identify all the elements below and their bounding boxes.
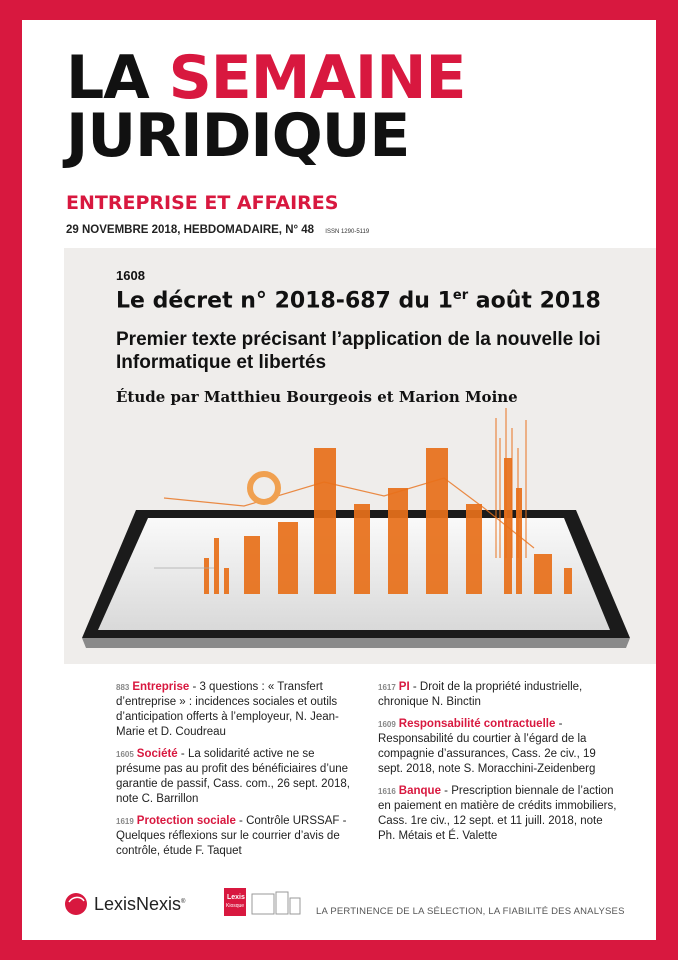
issn: ISSN 1290-5119	[325, 229, 370, 235]
feature-subtitle: Premier texte précisant l’application de la nouvelle loi Informatique et libertés	[116, 329, 601, 373]
masthead-juridique: JURIDIQUE	[66, 101, 410, 171]
lexis-kiosque-badge[interactable]	[224, 888, 304, 924]
toc-text: - Prescription biennale de l’action en paiement en matière de crédits immobiliers, Cass. 1re civ., 12 sept. et 11 juill. 2018, note Ph. Métais et É. Valette	[378, 785, 617, 842]
toc-heading: Banque	[398, 785, 441, 797]
magazine-cover	[22, 20, 656, 940]
lexisnexis-logo[interactable]	[64, 892, 185, 916]
toc-number: 1609	[378, 720, 396, 729]
masthead-title-line1	[66, 43, 466, 113]
bar	[466, 504, 482, 594]
bar	[354, 504, 370, 594]
bar	[516, 488, 522, 594]
feature-title	[116, 288, 601, 313]
feature-author: Étude par Matthieu Bourgeois et Marion Moine	[116, 388, 518, 406]
tablet-chart-illustration	[64, 408, 656, 664]
bar	[224, 568, 229, 594]
feature-title-sup: er	[452, 288, 469, 303]
footer-tagline: LA PERTINENCE DE LA SÉLECTION, LA FIABILITÉ DES ANALYSES	[316, 906, 625, 917]
toc-item[interactable]	[116, 747, 356, 807]
lexisnexis-globe-icon	[64, 892, 88, 916]
toc-text: - 3 questions : « Transfert d’entreprise » : incidences sociales et outils d’anticipation offerts à l’employeur, N. Jean-Marie et D. Coudreau	[116, 681, 339, 738]
toc-heading: Société	[136, 748, 178, 760]
toc-number: 1605	[116, 750, 134, 759]
phone-device-icon	[276, 892, 288, 914]
feature-number: 1608	[116, 268, 145, 283]
tablet-device-icon	[252, 894, 274, 914]
bar	[204, 558, 209, 594]
toc-number: 1619	[116, 817, 134, 826]
bar	[426, 448, 448, 594]
bar	[244, 536, 260, 594]
toc-number: 883	[116, 683, 130, 692]
toc-item[interactable]	[378, 680, 618, 710]
toc-text: - Responsabilité du courtier à l’égard de la compagnie d’assurances, Cass. 2e civ., 19 sept. 2018, note S. Moracchini-Zeidenberg	[378, 718, 596, 775]
brand-text: LexisNexis	[94, 893, 182, 914]
toc-right-column	[378, 680, 618, 851]
toc-item[interactable]	[378, 717, 618, 777]
toc-number: 1617	[378, 683, 396, 692]
donut-chart	[250, 474, 278, 502]
bar	[278, 522, 298, 594]
issue-date: 29 NOVEMBRE 2018, HEBDOMADAIRE, N° 48	[66, 224, 315, 236]
toc-text: - Droit de la propriété industrielle, chronique N. Binctin	[378, 681, 583, 708]
feature-title-a: Le décret n° 2018-687 du 1	[116, 288, 453, 314]
toc-text: - Contrôle URSSAF - Quelques réflexions sur le courrier d’avis de contrôle, étude F. Taquet	[116, 815, 347, 857]
masthead-la: LA	[66, 43, 149, 113]
feature-title-b: août 2018	[468, 288, 601, 314]
toc-heading: Entreprise	[132, 681, 190, 693]
masthead-semaine: SEMAINE	[168, 43, 466, 113]
kiosque-red-box	[224, 888, 246, 916]
feature-panel[interactable]	[64, 248, 656, 664]
bar	[314, 448, 336, 594]
toc-item[interactable]	[378, 784, 618, 844]
bar	[534, 554, 552, 594]
toc-left-column	[116, 680, 356, 866]
toc-item[interactable]	[116, 680, 356, 740]
brand-mark: ®	[181, 898, 186, 905]
toc-text: - La solidarité active ne se présume pas au profit des bénéficiaires d’une garantie de passif, Cass. com., 26 sept. 2018, note C. Barrillon	[116, 748, 350, 805]
brand-name	[94, 894, 185, 915]
kiosque-label-2: Kiosque	[226, 903, 245, 909]
bar	[388, 488, 408, 594]
bar	[564, 568, 572, 594]
toc-heading: Protection sociale	[136, 815, 236, 827]
kiosque-label-1: Lexis	[227, 894, 245, 901]
toc-number: 1616	[378, 787, 396, 796]
issue-line	[66, 224, 369, 236]
tablet-edge	[82, 638, 630, 648]
toc-heading: Responsabilité contractuelle	[398, 718, 556, 730]
toc-heading: PI	[398, 681, 410, 693]
masthead-subtitle: ENTREPRISE ET AFFAIRES	[66, 192, 339, 214]
bar	[214, 538, 219, 594]
toc-item[interactable]	[116, 814, 356, 859]
bar	[504, 458, 512, 594]
small-device-icon	[290, 898, 300, 914]
